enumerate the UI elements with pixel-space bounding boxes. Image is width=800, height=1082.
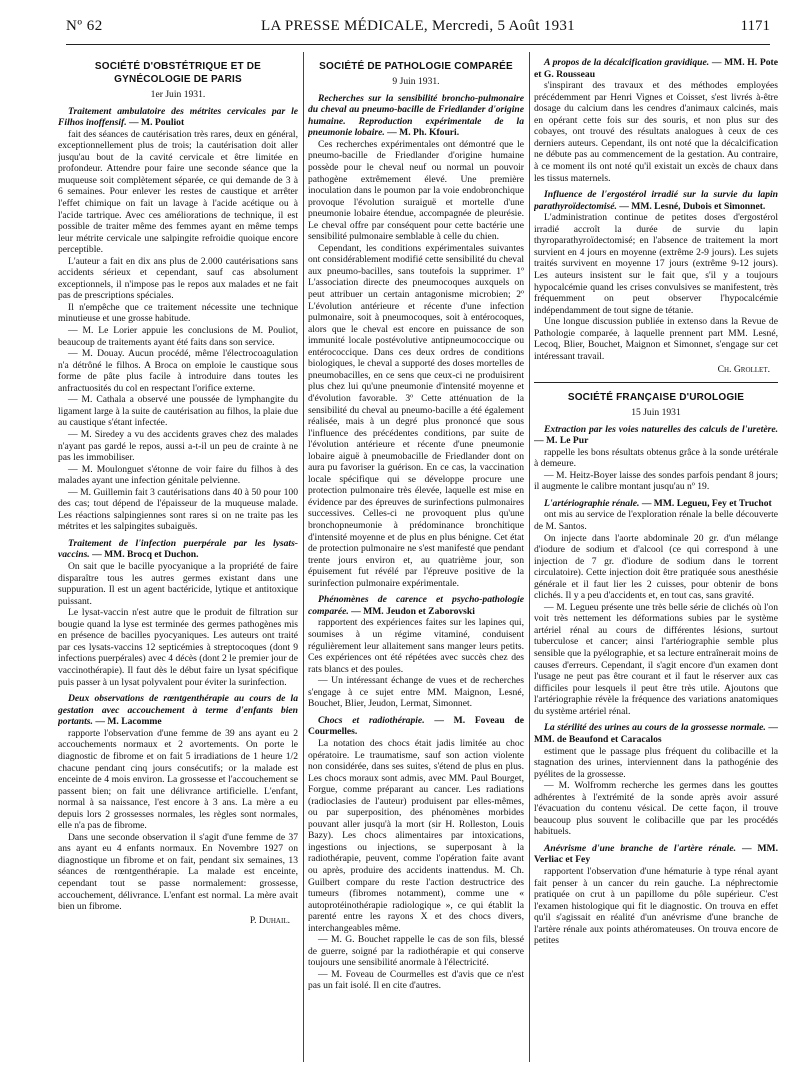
paragraph: Ces recherches expérimentales ont démontré que le pneumo-bacille de Friedlander d'origine humaine possède pour le cheval neuf ou normal un pouvoir pathogène extrêmement élevé. Une première inoculation dans le poumon par la voie endobronchique provoque l'évolution suraiguë et mortelle d'une pneumonie lobaire étendue, accompagnée de pleurésie. Le cheval offre par conséquent pour cette bactérie une sensibilité pulmonaire semblable à celle du chien. xyxy=(308,138,524,243)
paragraph: rapportent des expériences faites sur les lapines qui, soumises à un régime vitaminé, conduisent régulièrement leur allaitement sans manger leurs petits. Ces expériences ont été répétées avec succès chez des rats blancs et des poules. xyxy=(308,617,524,675)
article-title: Influence de l'ergostérol irradié sur la survie du lapin parathyroïdectomisé. — MM. Lesné, Dubois et Simonnet. xyxy=(534,189,778,212)
article-title: Traitement ambulatoire des métrites cervicales par le Filhos inoffensif. — M. Pouliot xyxy=(58,105,298,129)
paragraph: estiment que le passage plus fréquent du colibacille et la stagnation des urines, interviennent dans la pathogénie des pyélites de la grossesse. xyxy=(534,745,778,780)
paragraph: Le lysat-vaccin n'est autre que le produit de filtration sur bougie quand la lyse est terminée des germes pathogènes mis en présence de bacilles pyocyaniques. Les auteurs ont traité par ces lysats-vaccins 12 septicémies à streptocoques (dont 9 infections puerpérales) avec 4 décès (dont 2 le premier jour de vaccinothérapie). Il faut dès le début faire un lysat spécifique puis passer à un lysat polyvalent pour éviter la surinfection. xyxy=(58,607,298,688)
paragraph: Une longue discussion publiée in extenso dans la Revue de Pathologie comparée, à laquelle prennent part MM. Lesné, Lecoq, Blier, Bouchet, Maignon et Simonnet, s'engage sur cet intéressant travail. xyxy=(534,316,778,362)
paragraph: Il n'empêche que ce traitement nécessite une technique minutieuse et une grosse habitude. xyxy=(58,301,298,325)
article-title: Extraction par les voies naturelles des calculs de l'uretère. — M. Le Pur xyxy=(534,423,778,447)
paragraph: La notation des chocs était jadis limitée au choc opératoire. Le traumatisme, sauf son action violente non considérée, dans ses suites, s'étend de plus en plus. Les chocs moraux sont admis, avec MM. Paul Bourget, Forgue, comme préparant au cancer. Les radiations (radioclasies de l'auteur) produisent par elles-mêmes, ou par superposition, des phénomènes morbides pouvant aller jusqu'à la mort (sir H. Rolleston, Louis Bazy). Les chocs alimentaires par intoxications, ingestions ou injections, se superposant à la radiothérapie, peuvent, comme l'opération faite avant ou après, produire des accidents inattendus. M. Ch. Guilbert compare du reste l'action destructrice des tumeurs (fibromes notamment), comme une « autoprotéinothérapie radiologique », ce qui établit la parenté entre les rayons X et des chocs divers, interchangeables même. xyxy=(308,738,524,934)
article-title: Anévrisme d'une branche de l'artère rénale. — MM. Verliac et Fey xyxy=(534,842,778,866)
section-rule xyxy=(534,382,778,383)
paragraph: — Un intéressant échange de vues et de recherches s'engage à ce sujet entre MM. Maignon, Lesné, Bouchet, Blier, Jeudon, Lermat, Simonnet. xyxy=(308,675,524,710)
signature: Ch. Grollet. xyxy=(717,364,770,376)
article-title: A propos de la décalcification gravidique. — MM. H. Pote et G. Rousseau xyxy=(534,57,778,80)
page-header xyxy=(66,10,770,50)
column-2 xyxy=(308,52,524,1072)
signature: P. Duhail. xyxy=(249,914,290,926)
article-title: La stérilité des urines au cours de la grossesse normale. — MM. de Beaufond et Caracalos xyxy=(534,722,778,745)
section-heading: SOCIÉTÉ D'OBSTÉTRIQUE ET DE GYNÉCOLOGIE DE PARIS xyxy=(94,61,262,85)
paragraph: — M. Legueu présente une très belle série de clichés où l'on voit très nettement les déformations subies par le système artériel rénal au cours de différentes lésions, surtout tuberculose et cancer; ainsi l'artériographie semble plus sensible que la pyélographie, et sa lecture entraînerait moins de causes d'erreurs. Cependant, il s'agit encore d'un examen dont l'usage ne peut pas être courant et il faut le réserver aux cas difficiles pour lesquels il peut être très utile. Ajoutons que l'artériographie révèle la fréquence des variations anatomiques du système artériel rénal. xyxy=(534,601,778,717)
session-date: 15 Juin 1931 xyxy=(631,406,681,418)
paragraph: rapporte l'observation d'une femme de 39 ans ayant eu 2 accouchements normaux et 2 avortements. On porte le diagnostic de fibrome et on fait 5 irradiations de 1 heure 1/2 chacune pendant cinq jours consécutifs; or la malade est enceinte de 4 mois environ. La grossesse et l'accouchement se passent bien; on fait une délivrance artificielle. L'enfant, normal à sa naissance, l'est encore à 3 ans. La mère a eu depuis lors 2 grossesses normales, les règles sont normales, elle n'a pas de fibrome. xyxy=(58,727,298,832)
paragraph: On injecte dans l'aorte abdominale 20 gr. d'un mélange d'iodure de sodium et d'alcool (ce qui correspond à une injection de 7 gr. d'iodure de sodium dans le torrent circulatoire). Cette injection doit être pratiquée sous anesthésie générale et il faut lier les 2 cuisses, pour obtenir de bons clichés. Il y a peu d'accidents et, en tout cas, sans gravité. xyxy=(534,532,778,602)
page-number: 1171 xyxy=(740,18,770,34)
article-title: Chocs et radiothérapie. — M. Foveau de Courmelles. xyxy=(308,714,524,738)
paragraph: — M. Siredey a vu des accidents graves chez des malades n'ayant pas gardé le repos, aussi a-t-il un peu de crainte à ne pas les immobiliser. xyxy=(58,428,298,464)
paragraph: rapportent l'observation d'une hématurie à type rénal ayant fait penser à un cancer du rein gauche. La néphrectomie pratiquée on crut à un papillome du pôle supérieur. C'est l'examen histologique qui fit le diagnostic. On trouva en effet qu'il s'agissait en réalité d'un anévrisme d'une branche de l'artère rénale aux points athéromateuses. On trouva encore de petites xyxy=(534,866,778,947)
article-title: Deux observations de rœntgenthérapie au cours de la gestation avec accouchement à terme d'enfants bien portants. — M. Lacomme xyxy=(58,693,298,728)
journal-title: LA PRESSE MÉDICALE, Mercredi, 5 Août 1931 xyxy=(261,18,575,34)
section-heading: SOCIÉTÉ DE PATHOLOGIE COMPARÉE xyxy=(319,61,513,72)
paragraph: — M. G. Bouchet rappelle le cas de son fils, blessé de guerre, soigné par la radiothérapie et qui conserve toujours une sensibilité anormale à l'électricité. xyxy=(308,934,524,969)
paragraph: rappelle les bons résultats obtenus grâce à la sonde urétérale à demeure. xyxy=(534,446,778,470)
paragraph: — M. Heitz-Boyer laisse des sondes parfois pendant 8 jours; il augmente le calibre montant jusqu'au nº 19. xyxy=(534,469,778,493)
paragraph: — M. Moulonguet s'étonne de voir faire du filhos à des malades ayant une infection génitale pelvienne. xyxy=(58,463,298,487)
paragraph: Dans une seconde observation il s'agit d'une femme de 37 ans ayant eu 4 enfants normaux. En Novembre 1927 on diagnostique un fibrome et on fait, pendant six semaines, 13 séances de rœntgenthérapie. La malade est enceinte, cependant tout se passe normalement: grossesse, accouchement, délivrance. L'enfant est normal. La mère avait bien un fibrome. xyxy=(58,831,298,913)
paragraph: Cependant, les conditions expérimentales suivantes ont considérablement modifié cette sensibilité du cheval aux pneumo-bacilles, sans toutefois la supprimer. 1º L'association directe des pneumocoques auxquels on peut attribuer un certain antagonisme microbien; 2º L'évolution antérieure et récente d'une infection pulmonaire, soit à pneumocoques, soit à entérocoques, alors que le cheval est encore en puissance de son immunité locale postévolutive antipneumococcique ou entérococcique. Dans ces deux ordres de conditions biologiques, le cheval a supporté des doses mortelles de pneumobacilles, en ce sens que ceux-ci ne produisirent plus chez lui qu'une pneumonie d'intensité moyenne et d'évolution favorable. 3º Cette atténuation de la sensibilité du cheval au pneumo-bacille a été également réalisée, mais à un degré plus prononcé que sous l'influence des précédentes conditions, par suite de l'évolution antérieure et récente d'une pneumonie lobaire aiguë à pneumobacille de Friedlander dont on aura pu favoriser la guérison. En ce cas, la vaccination locale spécifique qui se développe procure une protection pulmonaire très élevée, laquelle est mise en évidence par des épreuves de surinfections pulmonaires successives. Celles-ci ne provoquent plus qu'une bronchopneumonie à prédominance bronchitique d'intensité moyenne et de plus en plus bénigne. Cet état de protection pulmonaire ne s'est manifesté que pendant trente jours environ et, au quatrième jour, son épuisement fut révélé par l'épreuve positive de la surinfection pulmonaire expérimentale. xyxy=(308,242,524,589)
paragraph: — M. Guillemin fait 3 cautérisations dans 40 à 50 pour 100 des cas; tout dépend de l'épaisseur de la muqueuse malade. Les réactions salpingiennes sont rares si on ne traite pas les métrites et les salpingites subaiguës. xyxy=(58,486,298,533)
paragraph: ont mis au service de l'exploration rénale la belle découverte de M. Santos. xyxy=(534,509,778,533)
session-date: 9 Juin 1931. xyxy=(392,76,440,87)
column-divider xyxy=(303,52,304,1062)
paragraph: L'auteur a fait en dix ans plus de 2.000 cautérisations sans accidents sérieux et cependant, sauf cas absolument exceptionnels, il n'impose pas le repos aux malades et ne fait pas de prescriptions spéciales. xyxy=(58,255,298,302)
article-title: Recherches sur la sensibilité broncho-pulmonaire du cheval au pneumo-bacille de Friedlander d'origine humaine. Reproduction expérimentale de la pneumonie lobaire. — M. Ph. Kfouri. xyxy=(308,92,524,139)
session-date: 1er Juin 1931. xyxy=(150,89,206,100)
column-divider xyxy=(529,52,530,1062)
paragraph: fait des séances de cautérisation très rares, deux en général, exceptionnellement plus de trois; la cautérisation doit aller jusqu'au bout de la cavité cervicale et être limitée en profondeur. Attendre pour faire une seconde séance que la muqueuse soit complètement séparée, ce qui demande de 3 à 6 semaines. Pour enlever les restes de caustique et arrêter l'effet chimique on fait un lavage à l'acide acétique ou à l'acide tartrique. Avec ces améliorations de technique, il est possible de traiter même des femmes ayant en même temps leur métrite cervicale une salpingite refroidie quoique encore perceptible. xyxy=(58,128,298,256)
header-rule xyxy=(66,44,770,45)
paragraph: — M. Wolfromm recherche les germes dans les gouttes adhérentes à l'extrémité de la sonde après avoir assuré l'évacuation du contenu vésical. De cette façon, il trouve beaucoup plus souvent le colibacille que par les procédés habituels. xyxy=(534,780,778,838)
column-1 xyxy=(58,52,298,1072)
article-title: L'artériographie rénale. — MM. Legueu, Fey et Truchot xyxy=(544,497,772,509)
paragraph: — M. Cathala a observé une poussée de lymphangite du ligament large à la suite de cautérisation au filhos, la plaie due au caustique s'étant infectée. xyxy=(58,394,298,429)
issue-number: Nº 62 xyxy=(66,18,103,34)
article-title: Traitement de l'infection puerpérale par les lysats-vaccins. — MM. Brocq et Duchon. xyxy=(58,537,298,561)
section-heading: SOCIÉTÉ FRANÇAISE D'UROLOGIE xyxy=(567,391,745,403)
column-3 xyxy=(534,52,778,1072)
paragraph: — M. Douay. Aucun procédé, même l'électrocoagulation n'a détrôné le filhos. A Broca on emploie le caustique sous forme de pâte plus facile à introduire dans toutes les anfractuosités du col en respectant l'orifice externe. xyxy=(58,348,298,394)
paragraph: s'inspirant des travaux et des méthodes employées précédemment par Henri Vignes et Coisset, s'est livrés à-être dosage du calcium dans les cendres d'animaux calcinés, mais en opérant cette fois sur des souris, et non plus sur des cobayes, ont trouvé des résultats analogues à ceux de ces derniers auteurs. Cependant, ils ont noté que la décalcification ne débute pas au commencement de la gestation. Au contraire, à ce moment ils ont noté qu'il existait un excès de chaux dans les tissus maternels. xyxy=(534,80,778,184)
article-title: Phénomènes de carence et psycho-pathologie comparée. — MM. Jeudon et Zaborovski xyxy=(308,594,524,617)
paragraph: L'administration continue de petites doses d'ergostérol irradié accroît la durée de survie du lapin thyroparathyroïdectomisé; en l'absence de traitement la mort survient en 4 jours en moyenne (extrême 2-9 jours). Les sujets traités survivent en moyenne 17 jours (extrême 9-12 jours). Les auteurs insistent sur le fait que, s'il y a toujours hypocalcémie quand les crises convulsives se manifestent, très fréquemment on peut observer l'hypocalcémie indépendamment de tout signe de tétanie. xyxy=(534,212,778,316)
paragraph: — M. Le Lorier appuie les conclusions de M. Pouliot, beaucoup de traitements ayant été faits dans son service. xyxy=(58,325,298,348)
paragraph: On sait que le bacille pyocyanique a la propriété de faire disparaître tous les autres germes existant dans une suppuration. Il est un agent bactéricide, lytique et antitoxique puissant. xyxy=(58,561,298,607)
paragraph: — M. Foveau de Courmelles est d'avis que ce n'est pas un fait isolé. Il en cite d'autres. xyxy=(308,968,524,992)
